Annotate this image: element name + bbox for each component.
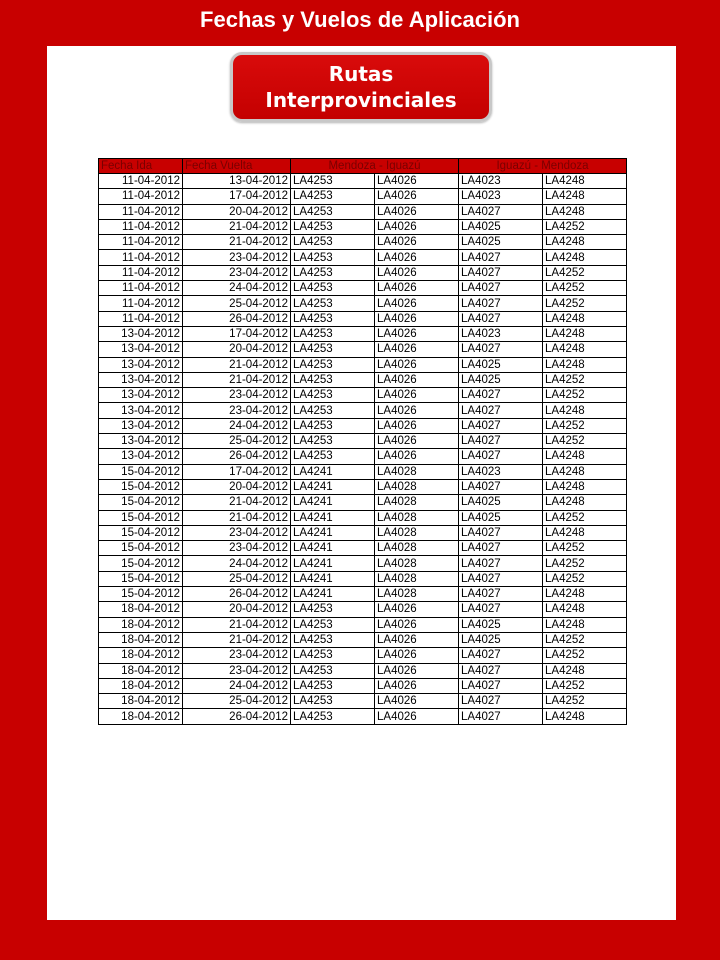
fecha-vuelta-cell: 24-04-2012 (183, 678, 291, 693)
flight-out-1-cell: LA4253 (291, 204, 375, 219)
table-row (99, 632, 627, 647)
table-row (99, 495, 627, 510)
fecha-ida-cell: 15-04-2012 (99, 556, 183, 571)
flight-back-1-cell: LA4027 (459, 281, 543, 296)
header-fecha-ida: Fecha Ida (99, 159, 183, 174)
flight-back-1-cell: LA4025 (459, 372, 543, 387)
flight-back-1-cell: LA4023 (459, 174, 543, 189)
flight-out-1-cell: LA4253 (291, 648, 375, 663)
flight-out-2-cell: LA4028 (375, 556, 459, 571)
flight-out-2-cell: LA4026 (375, 449, 459, 464)
flight-out-1-cell: LA4253 (291, 342, 375, 357)
table-row (99, 648, 627, 663)
fecha-ida-cell: 18-04-2012 (99, 694, 183, 709)
flight-out-2-cell: LA4026 (375, 189, 459, 204)
flight-out-1-cell: LA4241 (291, 479, 375, 494)
flight-back-1-cell: LA4025 (459, 235, 543, 250)
fecha-vuelta-cell: 21-04-2012 (183, 632, 291, 647)
flight-back-2-cell: LA4248 (543, 204, 627, 219)
flight-back-1-cell: LA4025 (459, 510, 543, 525)
flight-back-1-cell: LA4027 (459, 418, 543, 433)
table-row (99, 479, 627, 494)
fecha-vuelta-cell: 23-04-2012 (183, 663, 291, 678)
fecha-ida-cell: 18-04-2012 (99, 617, 183, 632)
fecha-vuelta-cell: 26-04-2012 (183, 587, 291, 602)
fecha-ida-cell: 13-04-2012 (99, 434, 183, 449)
flight-back-2-cell: LA4252 (543, 434, 627, 449)
flight-out-2-cell: LA4026 (375, 709, 459, 724)
flight-back-1-cell: LA4027 (459, 571, 543, 586)
table-row (99, 709, 627, 724)
flight-out-2-cell: LA4026 (375, 648, 459, 663)
flight-back-2-cell: LA4252 (543, 510, 627, 525)
flight-out-1-cell: LA4253 (291, 388, 375, 403)
fecha-ida-cell: 15-04-2012 (99, 571, 183, 586)
flight-out-1-cell: LA4241 (291, 525, 375, 540)
flight-back-2-cell: LA4252 (543, 388, 627, 403)
fecha-vuelta-cell: 23-04-2012 (183, 525, 291, 540)
flight-out-2-cell: LA4026 (375, 357, 459, 372)
flight-out-1-cell: LA4241 (291, 510, 375, 525)
table-row (99, 357, 627, 372)
flight-out-1-cell: LA4253 (291, 189, 375, 204)
flight-out-2-cell: LA4026 (375, 678, 459, 693)
flight-out-1-cell: LA4253 (291, 235, 375, 250)
flight-back-2-cell: LA4252 (543, 678, 627, 693)
flight-back-2-cell: LA4248 (543, 709, 627, 724)
fecha-vuelta-cell: 21-04-2012 (183, 219, 291, 234)
flight-out-2-cell: LA4026 (375, 617, 459, 632)
table-row (99, 617, 627, 632)
flight-out-1-cell: LA4253 (291, 357, 375, 372)
flight-out-2-cell: LA4026 (375, 265, 459, 280)
fecha-ida-cell: 13-04-2012 (99, 326, 183, 341)
flight-back-2-cell: LA4248 (543, 403, 627, 418)
fecha-ida-cell: 13-04-2012 (99, 342, 183, 357)
flight-back-2-cell: LA4252 (543, 632, 627, 647)
flight-out-1-cell: LA4241 (291, 571, 375, 586)
flight-out-2-cell: LA4026 (375, 311, 459, 326)
table-row (99, 525, 627, 540)
flight-out-1-cell: LA4253 (291, 449, 375, 464)
fecha-ida-cell: 18-04-2012 (99, 602, 183, 617)
flight-back-1-cell: LA4027 (459, 296, 543, 311)
fecha-ida-cell: 18-04-2012 (99, 663, 183, 678)
flight-back-1-cell: LA4027 (459, 311, 543, 326)
table-row (99, 311, 627, 326)
fecha-vuelta-cell: 23-04-2012 (183, 265, 291, 280)
flight-back-2-cell: LA4252 (543, 648, 627, 663)
flight-out-2-cell: LA4026 (375, 235, 459, 250)
flight-back-2-cell: LA4248 (543, 525, 627, 540)
fecha-vuelta-cell: 26-04-2012 (183, 449, 291, 464)
flight-out-2-cell: LA4026 (375, 296, 459, 311)
fecha-ida-cell: 15-04-2012 (99, 479, 183, 494)
fecha-vuelta-cell: 21-04-2012 (183, 372, 291, 387)
fecha-vuelta-cell: 21-04-2012 (183, 357, 291, 372)
fecha-vuelta-cell: 20-04-2012 (183, 602, 291, 617)
flight-out-2-cell: LA4026 (375, 388, 459, 403)
page-title: Fechas y Vuelos de Aplicación (200, 7, 520, 32)
table-row (99, 587, 627, 602)
fecha-vuelta-cell: 24-04-2012 (183, 281, 291, 296)
flight-back-2-cell: LA4252 (543, 541, 627, 556)
fecha-vuelta-cell: 23-04-2012 (183, 250, 291, 265)
flight-back-2-cell: LA4252 (543, 219, 627, 234)
flight-back-1-cell: LA4027 (459, 403, 543, 418)
flight-out-2-cell: LA4028 (375, 541, 459, 556)
fecha-ida-cell: 11-04-2012 (99, 219, 183, 234)
flight-back-1-cell: LA4027 (459, 479, 543, 494)
flight-out-2-cell: LA4026 (375, 326, 459, 341)
flight-out-1-cell: LA4253 (291, 372, 375, 387)
fecha-vuelta-cell: 26-04-2012 (183, 709, 291, 724)
flight-back-1-cell: LA4023 (459, 464, 543, 479)
section-badge-line2: Interprovinciales (265, 88, 457, 112)
fecha-ida-cell: 18-04-2012 (99, 709, 183, 724)
flight-back-1-cell: LA4027 (459, 663, 543, 678)
table-row (99, 189, 627, 204)
header-route-out: Mendoza - Iguazú (291, 159, 459, 174)
table-row (99, 510, 627, 525)
flight-out-2-cell: LA4026 (375, 434, 459, 449)
fecha-vuelta-cell: 23-04-2012 (183, 388, 291, 403)
flight-out-1-cell: LA4253 (291, 403, 375, 418)
flight-out-1-cell: LA4253 (291, 219, 375, 234)
fecha-vuelta-cell: 21-04-2012 (183, 617, 291, 632)
table-row (99, 464, 627, 479)
fecha-ida-cell: 11-04-2012 (99, 250, 183, 265)
flight-out-1-cell: LA4253 (291, 265, 375, 280)
flight-back-2-cell: LA4248 (543, 663, 627, 678)
table-row (99, 678, 627, 693)
flight-back-1-cell: LA4025 (459, 495, 543, 510)
flight-back-2-cell: LA4252 (543, 296, 627, 311)
fecha-ida-cell: 15-04-2012 (99, 510, 183, 525)
fecha-ida-cell: 15-04-2012 (99, 541, 183, 556)
flight-back-2-cell: LA4248 (543, 602, 627, 617)
table-row (99, 556, 627, 571)
fecha-ida-cell: 11-04-2012 (99, 311, 183, 326)
fecha-vuelta-cell: 17-04-2012 (183, 464, 291, 479)
flight-back-2-cell: LA4248 (543, 464, 627, 479)
flight-out-2-cell: LA4028 (375, 587, 459, 602)
flight-out-1-cell: LA4253 (291, 174, 375, 189)
table-row (99, 694, 627, 709)
table-row (99, 235, 627, 250)
fecha-vuelta-cell: 25-04-2012 (183, 571, 291, 586)
flight-back-2-cell: LA4252 (543, 418, 627, 433)
flight-out-2-cell: LA4026 (375, 372, 459, 387)
fecha-ida-cell: 18-04-2012 (99, 632, 183, 647)
flight-out-2-cell: LA4026 (375, 250, 459, 265)
flight-back-1-cell: LA4027 (459, 525, 543, 540)
fecha-vuelta-cell: 20-04-2012 (183, 479, 291, 494)
flight-back-1-cell: LA4023 (459, 189, 543, 204)
flight-back-2-cell: LA4248 (543, 250, 627, 265)
flight-back-1-cell: LA4027 (459, 265, 543, 280)
flight-out-1-cell: LA4241 (291, 495, 375, 510)
fecha-ida-cell: 15-04-2012 (99, 495, 183, 510)
flight-back-2-cell: LA4252 (543, 281, 627, 296)
flight-back-2-cell: LA4252 (543, 372, 627, 387)
section-badge (230, 52, 492, 122)
flight-back-1-cell: LA4023 (459, 326, 543, 341)
flight-back-1-cell: LA4027 (459, 602, 543, 617)
flight-back-2-cell: LA4252 (543, 556, 627, 571)
table-row (99, 174, 627, 189)
fecha-ida-cell: 11-04-2012 (99, 189, 183, 204)
flight-out-2-cell: LA4028 (375, 510, 459, 525)
fecha-ida-cell: 15-04-2012 (99, 587, 183, 602)
flight-out-1-cell: LA4253 (291, 326, 375, 341)
fecha-vuelta-cell: 23-04-2012 (183, 403, 291, 418)
fecha-ida-cell: 11-04-2012 (99, 235, 183, 250)
flight-back-1-cell: LA4027 (459, 250, 543, 265)
flight-back-1-cell: LA4027 (459, 204, 543, 219)
fecha-ida-cell: 15-04-2012 (99, 464, 183, 479)
flight-out-1-cell: LA4253 (291, 709, 375, 724)
fecha-vuelta-cell: 13-04-2012 (183, 174, 291, 189)
flight-back-1-cell: LA4025 (459, 632, 543, 647)
flight-back-1-cell: LA4027 (459, 388, 543, 403)
flight-back-2-cell: LA4248 (543, 174, 627, 189)
flight-out-1-cell: LA4241 (291, 541, 375, 556)
flight-back-1-cell: LA4025 (459, 617, 543, 632)
flight-out-2-cell: LA4028 (375, 525, 459, 540)
flight-out-2-cell: LA4028 (375, 464, 459, 479)
flight-out-2-cell: LA4026 (375, 174, 459, 189)
fecha-vuelta-cell: 17-04-2012 (183, 326, 291, 341)
flight-out-1-cell: LA4241 (291, 587, 375, 602)
fecha-ida-cell: 18-04-2012 (99, 678, 183, 693)
fecha-vuelta-cell: 21-04-2012 (183, 235, 291, 250)
table-row (99, 434, 627, 449)
fecha-ida-cell: 13-04-2012 (99, 449, 183, 464)
flight-back-1-cell: LA4027 (459, 434, 543, 449)
flight-out-2-cell: LA4028 (375, 495, 459, 510)
flights-table-body (99, 174, 627, 725)
header-route-back: Iguazú - Mendoza (459, 159, 627, 174)
flight-out-1-cell: LA4253 (291, 311, 375, 326)
flight-back-2-cell: LA4248 (543, 342, 627, 357)
flight-back-2-cell: LA4252 (543, 571, 627, 586)
table-row (99, 449, 627, 464)
fecha-ida-cell: 11-04-2012 (99, 296, 183, 311)
flight-out-2-cell: LA4026 (375, 663, 459, 678)
table-row (99, 403, 627, 418)
flight-out-2-cell: LA4028 (375, 479, 459, 494)
flight-out-2-cell: LA4026 (375, 219, 459, 234)
flight-out-1-cell: LA4253 (291, 632, 375, 647)
flight-back-1-cell: LA4025 (459, 219, 543, 234)
fecha-vuelta-cell: 23-04-2012 (183, 648, 291, 663)
flight-out-2-cell: LA4026 (375, 403, 459, 418)
fecha-ida-cell: 13-04-2012 (99, 357, 183, 372)
flight-back-2-cell: LA4248 (543, 617, 627, 632)
flight-back-1-cell: LA4027 (459, 342, 543, 357)
flight-out-1-cell: LA4253 (291, 617, 375, 632)
table-row (99, 204, 627, 219)
table-header-row (99, 159, 627, 174)
fecha-vuelta-cell: 25-04-2012 (183, 434, 291, 449)
table-row (99, 281, 627, 296)
fecha-ida-cell: 11-04-2012 (99, 204, 183, 219)
fecha-ida-cell: 13-04-2012 (99, 418, 183, 433)
flight-out-1-cell: LA4241 (291, 556, 375, 571)
flight-back-1-cell: LA4027 (459, 556, 543, 571)
flight-back-1-cell: LA4027 (459, 709, 543, 724)
flight-back-2-cell: LA4252 (543, 265, 627, 280)
fecha-vuelta-cell: 25-04-2012 (183, 694, 291, 709)
table-row (99, 388, 627, 403)
flight-back-1-cell: LA4027 (459, 648, 543, 663)
fecha-vuelta-cell: 26-04-2012 (183, 311, 291, 326)
flight-out-1-cell: LA4253 (291, 694, 375, 709)
flight-back-1-cell: LA4027 (459, 678, 543, 693)
flight-back-1-cell: LA4027 (459, 694, 543, 709)
table-row (99, 418, 627, 433)
table-row (99, 342, 627, 357)
table-row (99, 326, 627, 341)
flights-table (98, 158, 627, 725)
flight-out-2-cell: LA4026 (375, 204, 459, 219)
flight-out-2-cell: LA4026 (375, 281, 459, 296)
flight-out-1-cell: LA4241 (291, 464, 375, 479)
flight-out-1-cell: LA4253 (291, 602, 375, 617)
flight-out-1-cell: LA4253 (291, 296, 375, 311)
fecha-vuelta-cell: 20-04-2012 (183, 342, 291, 357)
fecha-vuelta-cell: 21-04-2012 (183, 510, 291, 525)
table-row (99, 541, 627, 556)
fecha-vuelta-cell: 25-04-2012 (183, 296, 291, 311)
fecha-ida-cell: 18-04-2012 (99, 648, 183, 663)
fecha-ida-cell: 11-04-2012 (99, 174, 183, 189)
flight-out-2-cell: LA4026 (375, 418, 459, 433)
header-fecha-vuelta: Fecha Vuelta (183, 159, 291, 174)
flight-back-2-cell: LA4248 (543, 189, 627, 204)
fecha-ida-cell: 13-04-2012 (99, 372, 183, 387)
fecha-ida-cell: 13-04-2012 (99, 388, 183, 403)
fecha-vuelta-cell: 24-04-2012 (183, 418, 291, 433)
flight-out-2-cell: LA4026 (375, 694, 459, 709)
table-row (99, 265, 627, 280)
fecha-ida-cell: 15-04-2012 (99, 525, 183, 540)
fecha-ida-cell: 11-04-2012 (99, 265, 183, 280)
flight-out-2-cell: LA4026 (375, 632, 459, 647)
flight-back-2-cell: LA4248 (543, 587, 627, 602)
flight-out-2-cell: LA4028 (375, 571, 459, 586)
flight-back-1-cell: LA4027 (459, 541, 543, 556)
fecha-vuelta-cell: 21-04-2012 (183, 495, 291, 510)
flight-back-1-cell: LA4025 (459, 357, 543, 372)
flight-back-2-cell: LA4252 (543, 694, 627, 709)
flight-back-1-cell: LA4027 (459, 587, 543, 602)
table-row (99, 250, 627, 265)
table-row (99, 571, 627, 586)
fecha-ida-cell: 13-04-2012 (99, 403, 183, 418)
flight-out-1-cell: LA4253 (291, 434, 375, 449)
flight-out-2-cell: LA4026 (375, 342, 459, 357)
fecha-vuelta-cell: 24-04-2012 (183, 556, 291, 571)
flight-out-1-cell: LA4253 (291, 418, 375, 433)
flight-back-2-cell: LA4248 (543, 235, 627, 250)
table-row (99, 663, 627, 678)
flight-back-2-cell: LA4248 (543, 449, 627, 464)
flight-out-1-cell: LA4253 (291, 250, 375, 265)
table-row (99, 372, 627, 387)
flight-back-2-cell: LA4248 (543, 357, 627, 372)
section-badge-line1: Rutas (328, 62, 394, 86)
table-row (99, 296, 627, 311)
flight-back-2-cell: LA4248 (543, 495, 627, 510)
table-row (99, 602, 627, 617)
flight-out-1-cell: LA4253 (291, 678, 375, 693)
fecha-vuelta-cell: 23-04-2012 (183, 541, 291, 556)
flight-out-1-cell: LA4253 (291, 281, 375, 296)
flight-back-2-cell: LA4248 (543, 326, 627, 341)
fecha-vuelta-cell: 20-04-2012 (183, 204, 291, 219)
flight-out-1-cell: LA4253 (291, 663, 375, 678)
table-row (99, 219, 627, 234)
flight-out-2-cell: LA4026 (375, 602, 459, 617)
fecha-ida-cell: 11-04-2012 (99, 281, 183, 296)
fecha-vuelta-cell: 17-04-2012 (183, 189, 291, 204)
flight-back-2-cell: LA4248 (543, 479, 627, 494)
flight-back-1-cell: LA4027 (459, 449, 543, 464)
flight-back-2-cell: LA4248 (543, 311, 627, 326)
